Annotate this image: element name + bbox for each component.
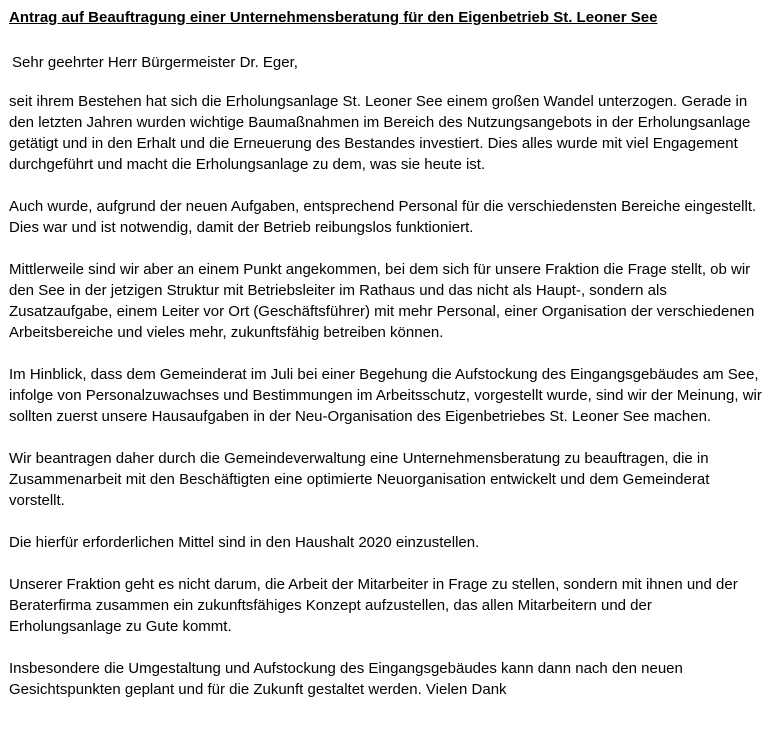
paragraph-2: Auch wurde, aufgrund der neuen Aufgaben, entsprechend Personal für die verschiedensten Bereiche eingestellt. Dies war und ist notwendig, damit der Betrieb reibungslos funktioniert. [9,198,757,236]
document [9,8,764,721]
document-title: Antrag auf Beauftragung einer Unternehmensberatung für den Eigenbetrieb St. Leoner See [9,9,658,26]
paragraph-8: Insbesondere die Umgestaltung und Aufstockung des Eingangsgebäudes kann dann nach den neuen Gesichtspunkten geplant und für die Zukunft gestaltet werden. Vielen Dank [9,660,683,698]
paragraph-5: Wir beantragen daher durch die Gemeindeverwaltung eine Unternehmensberatung zu beauftragen, die in Zusammenarbeit mit den Beschäftigten eine optimierte Neuorganisation entwickelt und dem Gemeinderat vorstellt. [9,450,710,509]
paragraph-7: Unserer Fraktion geht es nicht darum, die Arbeit der Mitarbeiter in Frage zu stellen, sondern mit ihnen und der Beraterfirma zusammen ein zukunftsfähiges Konzept aufzustellen, das allen Mitarbeitern und der Erholungsanlage zu Gute kommt. [9,576,738,635]
paragraph-4: Im Hinblick, dass dem Gemeinderat im Juli bei einer Begehung die Aufstockung des Eingangsgebäudes am See, infolge von Personalzuwachses und Bestimmungen im Arbeitsschutz, vorgestellt wurde, sind wir der Meinung, wir sollten zuerst unsere Hausaufgaben in der Neu-Organisation des Eigenbetriebes St. Leoner See machen. [9,366,762,425]
paragraph-1: seit ihrem Bestehen hat sich die Erholungsanlage St. Leoner See einem großen Wandel unterzogen. Gerade in den letzten Jahren wurden wichtige Baumaßnahmen im Bereich des Nutzungsangebots in der Erholungsanlage getätigt und in den Erhalt und die Erneuerung des Bestandes investiert. Dies alles wurde mit viel Engagement durchgeführt und macht die Erholungsanlage zu dem, was sie heute ist. [9,93,751,173]
salutation: Sehr geehrter Herr Bürgermeister Dr. Eger, [12,54,298,71]
paragraph-6: Die hierfür erforderlichen Mittel sind in den Haushalt 2020 einzustellen. [9,534,480,551]
paragraph-3: Mittlerweile sind wir aber an einem Punkt angekommen, bei dem sich für unsere Fraktion die Frage stellt, ob wir den See in der jetzigen Struktur mit Betriebsleiter im Rathaus und das nicht als Haupt-, sondern als Zusatzaufgabe, einem Leiter vor Ort (Geschäftsführer) mit mehr Personal, einer Organisation der verschiedenen Arbeitsbereiche und vieles mehr, zukunftsfähig betreiben können. [9,261,755,341]
